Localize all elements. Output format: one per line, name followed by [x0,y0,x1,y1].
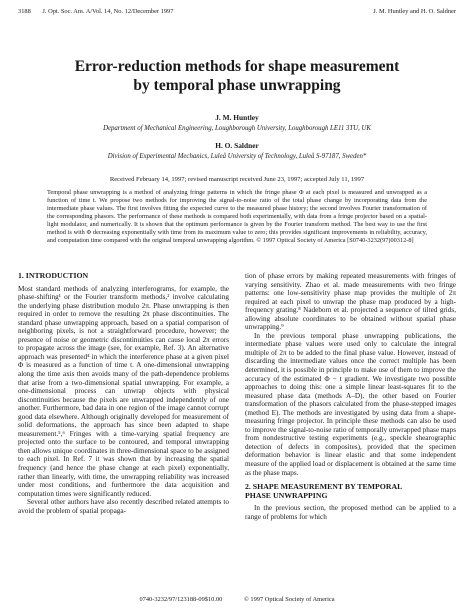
abstract [47,189,427,245]
section-heading-introduction: 1. INTRODUCTION [18,271,89,280]
section2-heading-line-1: 2. SHAPE MEASUREMENT BY TEMPORAL [245,482,403,492]
right-paragraph-2: In the previous temporal phase unwrapping publications, the intermediate phase values were used only to calculate the integral multiple of 2π to be added to the final phase value. However, instead of discarding the intermediate values once the correct multiple has been determined, it is possible in principle to make use of them to improve the accuracy of the estimated Φ − t gradient. We investigate two possible approaches to doing this: one a simple linear least-squares fit to the measured phase data (methods A–D), the other based on Fourier transformation of the phasors calculated from the phase-stepped images (method E). The methods are investigated by using data from a shape-measuring fringe projector. In principle these methods can also be used to improve the signal-to-noise ratio of temporally unwrapped phase maps from nondestructive testing experiments (e.g., speckle shearographic detection of defects in composites), provided that the specimen deformation behavior is linear elastic and that some independent measure of the applied load or displacement is obtained at the same time as the phase maps. [245,331,456,477]
intro-paragraph-2: Several other authors have also recently described related attempts to avoid the problem of spatial propaga- [18,498,229,515]
right-column [245,272,456,521]
author-affiliation-1: Department of Mechanical Engineering, Loughborough University, Loughborough LE11 3TU, UK [103,125,371,132]
abstract-text: Temporal phase unwrapping is a method of analyzing fringe patterns in which the fringe phase Φ at each pixel is measured and unwrapped as a function of time t. We propose two methods for improving the signal-to-noise ratio of the total phase change by incorporating data from the intermediate phase values. The first involves fitting the expected curve to the measured phase history; the second involves Fourier transformation of the corresponding phasors. The performance of these methods is compared both experimentally, with data from a fringe projector based on a spatial-light modulator, and numerically. It is shown that the optimum performance is given by the Fourier transform method. The best way to use the first method is with Φ decreasing exponentially with time from its maximum value to zero; this provides significant improvements in reliability, accuracy, and computation time compared with the original temporal unwrapping algorithm. © 1997 Optical Society of America [S0740-3232(97)00312-8] [47,189,427,245]
author-block-2 [0,141,474,160]
author-affiliation-2: Division of Experimental Mechanics, Luleå University of Technology, Luleå S-97187, Sweden* [107,153,367,160]
intro-paragraph-1: Most standard methods of analyzing interferograms, for example, the phase-shifting¹ or the Fourier transform methods,² involve calculating the underlying phase distribution modulo 2π. Phase unwrapping is then required in order to remove the resulting 2π phase discontinuities. The standard phase unwrapping approach, based on a spatial comparison of neighboring pixels, is not a straightforward procedure, however; the presence of noise or geometric discontinuities can cause local 2π errors to propagate across the image (see, for example, Ref. 3). An alternative approach was presented⁴ in which the interference phase at a given pixel Φ is measured as a function of time t. A one-dimensional unwrapping along the time axis then avoids many of the path-dependence problems that arise from a two-dimensional spatial unwrapping. For example, a one-dimensional process can unwrap objects with physical discontinuities because the pixels are unwrapped independently of one another. Furthermore, bad data in one region of the image cannot corrupt good data elsewhere. Although originally developed for measurement of solid deformations, the approach has since been adapted to shape measurement.⁵,⁶ Fringes with a time-varying spatial frequency are projected onto the surface to be contoured, and temporal unwrapping then allows unique coordinates in three-dimensional space to be assigned to each pixel. In Ref. 7 it was shown that by increasing the spatial frequency (and hence the phase change at each pixel) exponentially, rather than linearly, with time, the unwrapping reliability was increased under most conditions, and furthermore the data acquisition and computation times were significantly reduced. [18,284,229,498]
received-dates: Received February 14, 1997; revised manuscript received June 23, 1997; accepted July 11, 1997 [109,176,365,183]
title-line-1: Error-reduction methods for shape measurement [74,58,400,75]
right-paragraph-1: tion of phase errors by making repeated measurements with fringes of varying sensitivity. Zhao et al. made measurements with two fringe patterns: one low-sensitivity phase map provides the multiple of 2π required at each pixel to unwrap the phase map produced by a high-frequency grating.⁸ Nadeborn et al. projected a sequence of tilted grids, allowing absolute coordinates to be obtained without spatial phase unwrapping.⁹ [245,272,456,332]
header-left [18,8,183,15]
page-number: 3188 [18,8,31,15]
title-line-2: by temporal phase unwrapping [133,77,341,94]
header-authors: J. M. Huntley and H. O. Saldner [373,8,456,15]
journal-citation: J. Opt. Soc. Am. A/Vol. 14, No. 12/December 1997 [42,8,174,15]
author-name-2: H. O. Saldner [215,141,259,150]
section2-heading-line-2: PHASE UNWRAPPING [245,490,328,500]
author-name-1: J. M. Huntley [215,113,259,122]
running-header [18,8,456,20]
left-column [18,272,229,515]
page-footer [0,596,474,603]
article-code: 0740-3232/97/123188-09$10.00 [139,596,223,603]
copyright-notice: © 1997 Optical Society of America [243,596,335,603]
section2-paragraph: In the previous section, the proposed method can be applied to a range of problems for which [245,504,456,521]
section-heading-shape-measurement [245,483,456,500]
author-block-1 [0,113,474,132]
paper-title [0,57,474,95]
